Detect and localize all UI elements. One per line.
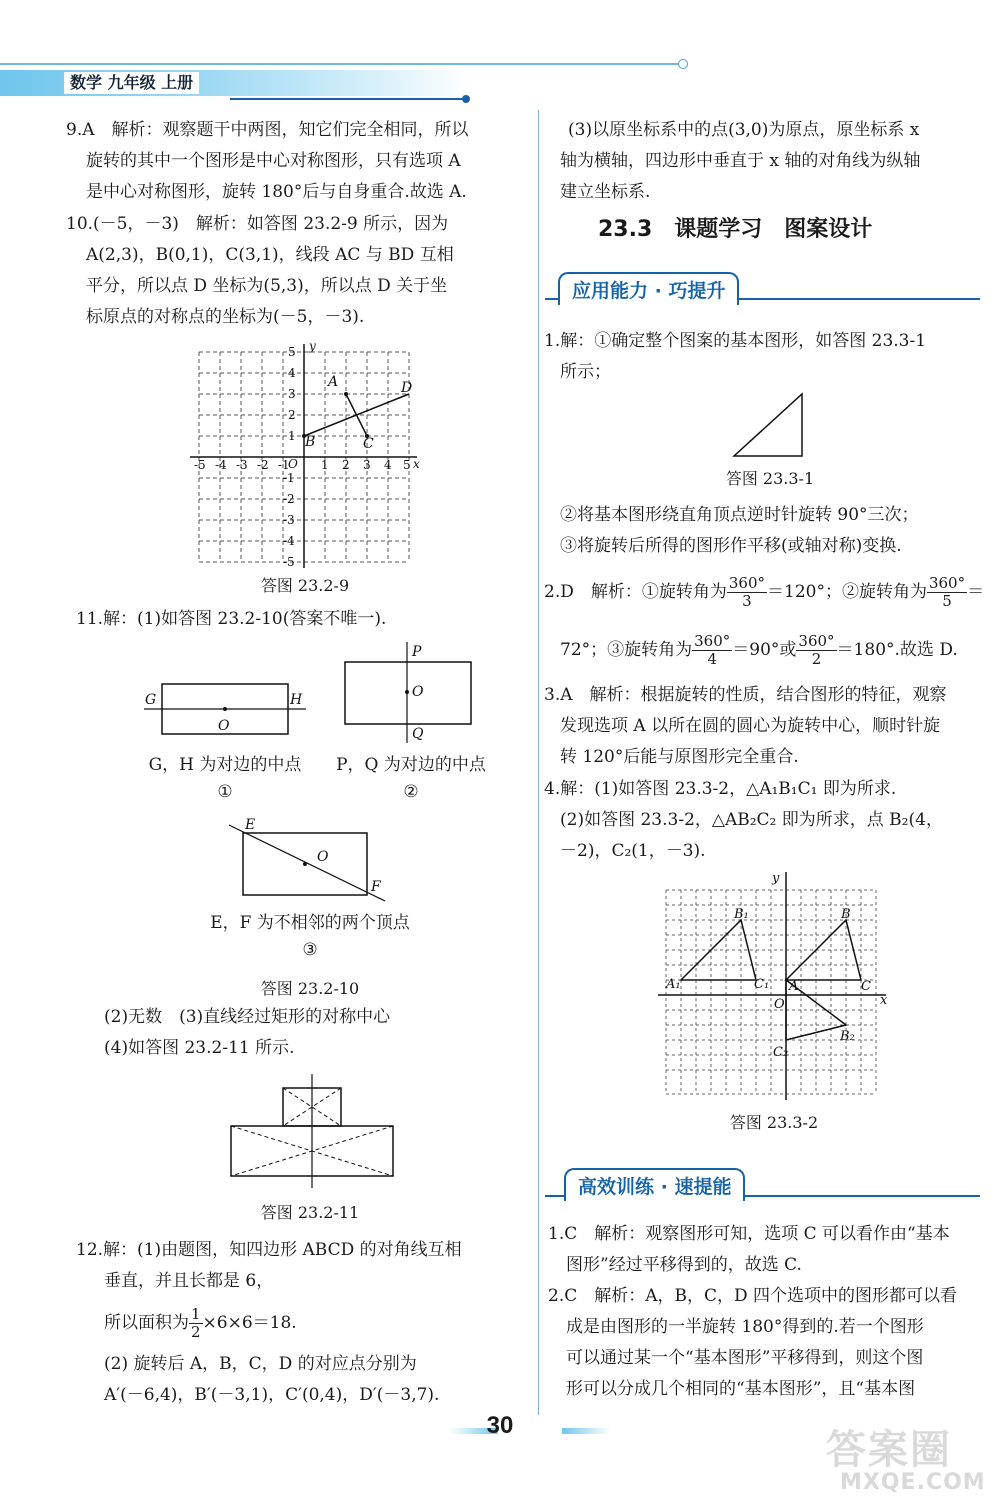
q10-line1: 10.(－5，－3) 解析：如答图 23.2-9 所示，因为 [66, 214, 449, 234]
r-q3-line1: 3.A 解析：根据旋转的性质，结合图形的特征，观察 [544, 685, 947, 705]
fig1-ylabel: y [309, 340, 316, 353]
tick-x: -4 [215, 458, 227, 472]
fig1-origin: O [288, 457, 298, 471]
right-triangle-figure [730, 390, 810, 460]
label-o: O [218, 718, 230, 734]
header-dot-2 [462, 95, 470, 103]
r-q2-end: ＝180°.故选 D. [836, 640, 958, 660]
r-t2-line3: 可以通过某一个“基本图形”平移得到，则这个图 [566, 1348, 924, 1368]
fig4-y: y [772, 871, 780, 886]
tick-y: 4 [288, 366, 296, 380]
figure-caption: 答图 23.2-10 [260, 979, 360, 998]
q11-part2: (2)无数 (3)直线经过矩形的对称中心 [104, 1007, 391, 1027]
tick-y: 5 [288, 345, 296, 359]
point-d-label: D [401, 380, 413, 396]
r-t1-line1: 1.C 解析：观察图形可知，选项 C 可以看作由“基本 [548, 1224, 950, 1244]
header-rule-2 [230, 98, 468, 100]
q12-line2: 垂直，并且长都是 6， [104, 1271, 274, 1291]
tick-y: -1 [283, 471, 295, 485]
q11-part4: (4)如答图 23.2-11 所示. [104, 1038, 295, 1058]
right-top-line1: (3)以原坐标系中的点(3,0)为原点，原坐标系 x [568, 120, 920, 140]
rectangle-figure-2 [335, 640, 485, 745]
right-top-line2: 轴为横轴，四边形中垂直于 x 轴的对角线为纵轴 [560, 151, 921, 171]
point-a-label: A [328, 374, 339, 390]
rect1-description: G，H 为对边的中点 [148, 755, 302, 775]
label-o: O [412, 684, 424, 700]
header-title: 数学 九年级 上册 [64, 72, 199, 94]
label-g: G [145, 692, 157, 708]
tag-applied-ability: 应用能力 · 巧提升 [558, 272, 739, 305]
coordinate-grid-figure-1 [185, 340, 425, 570]
q12-part2-line1: (2) 旋转后 A，B，C，D 的对应点分别为 [104, 1354, 417, 1374]
tick-x: 5 [403, 458, 411, 472]
page-number: 30 [486, 1412, 514, 1439]
rect3-number: ③ [302, 940, 318, 960]
r-q1-line1: 1.解：①确定整个图案的基本图形，如答图 23.3-1 [544, 331, 927, 351]
q10-line3: 平分，所以点 D 坐标为(5,3)，所以点 D 关于坐 [86, 276, 448, 296]
fig4-x: x [880, 993, 888, 1008]
figure-caption: 答图 23.2-11 [260, 1203, 360, 1222]
q9-line2: 旋转的其中一个图形是中心对称图形，只有选项 A [86, 151, 461, 171]
column-divider [538, 110, 539, 1415]
r-q2-mid2: ＝ [967, 582, 985, 602]
label-f: F [371, 879, 381, 895]
r-q3-line3: 转 120°后能与原图形完全重合. [560, 747, 799, 767]
r-t2-line1: 2.C 解析：A，B，C，D 四个选项中的图形都可以看 [548, 1286, 958, 1306]
coordinate-grid-figure-2 [658, 870, 894, 1102]
r-q3-line2: 发现选项 A 以所在圆的圆心为旋转中心，顺时针旋 [560, 716, 941, 736]
tick-y: 2 [288, 408, 296, 422]
label-p: P [412, 644, 422, 660]
rect2-number: ② [403, 782, 419, 802]
label-h: H [290, 692, 303, 708]
q9-line1: 9.A 解析：观察题干中两图，知它们完全相同，所以 [66, 120, 469, 140]
r-q1-step2: ②将基本图形绕直角顶点逆时针旋转 90°三次； [560, 505, 919, 525]
rect3-description: E，F 为不相邻的两个顶点 [210, 913, 410, 933]
rectangle-figure-3 [225, 815, 395, 905]
label-b2: B₂ [840, 1029, 855, 1044]
tick-x: -3 [236, 458, 248, 472]
r-q2-line2-prefix: 72°；③旋转角为 [560, 640, 693, 660]
q10-line2: A(2,3)，B(0,1)，C(3,1)，线段 AC 与 BD 互相 [86, 245, 454, 265]
fraction: $\frac{360^\circ}{2}$ [798, 632, 835, 668]
r-q2-line1 [544, 575, 984, 610]
label-a: A [789, 979, 799, 994]
tick-y: 1 [288, 429, 296, 443]
label-b1: B₁ [734, 907, 749, 922]
q10-line4: 标原点的对称点的坐标为(－5，－3). [86, 307, 365, 327]
tick-x: -1 [278, 458, 290, 472]
point-c-label: C [363, 436, 374, 452]
label-q: Q [412, 726, 424, 742]
fig1-xlabel: x [413, 457, 420, 471]
q11-intro: 11.解：(1)如答图 23.2-10(答案不唯一). [76, 609, 387, 629]
r-q2-mid3: ＝90°或 [732, 640, 797, 660]
figure-caption: 答图 23.2-9 [260, 576, 350, 595]
label-a1: A₁ [666, 977, 681, 992]
fig4-o: O [774, 997, 785, 1012]
header-dot [678, 59, 688, 69]
tick-y: -5 [283, 555, 295, 569]
q12-area-prefix: 所以面积为 [104, 1313, 189, 1333]
fraction: $\frac{360^\circ}{4}$ [694, 632, 731, 668]
label-c: C [861, 979, 871, 994]
tick-x: 3 [363, 458, 371, 472]
t-shape-figure [225, 1072, 400, 1192]
q12-line1: 12.解：(1)由题图，知四边形 ABCD 的对角线互相 [76, 1240, 462, 1260]
rect1-number: ① [217, 782, 233, 802]
tick-x: 2 [342, 458, 350, 472]
tick-y: -3 [283, 513, 295, 527]
tick-x: -2 [257, 458, 269, 472]
tick-x: 1 [321, 458, 329, 472]
r-t2-line4: 形可以分成几个相同的“基本图形”，且“基本图 [566, 1379, 916, 1399]
r-q4-line2: (2)如答图 23.3-2，△AB₂C₂ 即为所求，点 B₂(4， [560, 810, 943, 830]
tick-y: -4 [283, 534, 295, 548]
watermark-logo: 答案圈 [826, 1427, 952, 1473]
r-q4-line1: 4.解：(1)如答图 23.3-2，△A₁B₁C₁ 即为所求. [544, 779, 897, 799]
point-b-label: B [305, 434, 316, 450]
label-b: B [841, 907, 851, 922]
r-q2-prefix: 2.D 解析：①旋转角为 [544, 582, 727, 602]
label-c1: C₁ [754, 977, 770, 992]
r-t2-line2: 成是由图形的一半旋转 180°得到的.若一个图形 [566, 1317, 924, 1337]
r-q1-line2: 所示； [560, 362, 611, 382]
q12-part2-line2: A′(－6,4)，B′(－3,1)，C′(0,4)，D′(－3,7). [104, 1385, 440, 1405]
section-title: 23.3 课题学习 图案设计 [598, 217, 873, 242]
rectangle-figure-1 [140, 672, 310, 742]
r-q2-line2 [560, 633, 958, 668]
q9-line3: 是中心对称图形，旋转 180°后与自身重合.故选 A. [86, 182, 467, 202]
fraction: $\frac{1}{2}$ [191, 1305, 201, 1341]
tick-x: 4 [384, 458, 392, 472]
figure-caption: 答图 23.3-2 [729, 1113, 819, 1132]
label-o: O [317, 849, 329, 865]
header-rule [0, 63, 680, 65]
label-c2: C₂ [773, 1045, 789, 1060]
q12-area-suffix: ×6×6＝18. [202, 1313, 297, 1333]
r-q1-step3: ③将旋转后所得的图形作平移(或轴对称)变换. [560, 536, 902, 556]
label-e: E [245, 817, 256, 833]
tick-x: -5 [194, 458, 206, 472]
r-t1-line2: 图形”经过平移得到的，故选 C. [566, 1255, 802, 1275]
r-q2-mid1: ＝120°；②旋转角为 [767, 582, 927, 602]
fraction: $\frac{360^\circ}{3}$ [728, 574, 765, 610]
right-top-line3: 建立坐标系. [560, 182, 651, 202]
tick-y: -2 [283, 492, 295, 506]
tag-efficient-training: 高效训练 · 速提能 [564, 1168, 745, 1201]
r-q4-line3: －2)，C₂(1，－3). [560, 841, 706, 861]
fraction: $\frac{360^\circ}{5}$ [928, 574, 966, 610]
rect2-description: P，Q 为对边的中点 [336, 755, 486, 775]
figure-caption: 答图 23.3-1 [725, 469, 815, 488]
tick-y: 3 [288, 387, 296, 401]
watermark-url: MXQE.COM [840, 1470, 986, 1495]
q12-area [104, 1306, 297, 1341]
